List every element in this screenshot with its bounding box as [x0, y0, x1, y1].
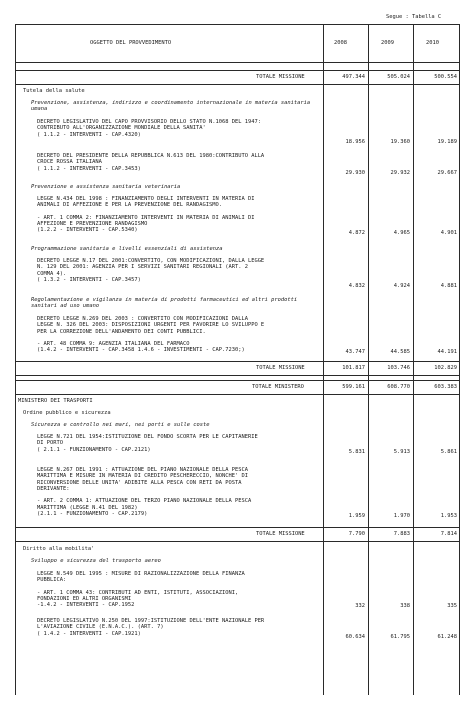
entry-value-2010: 4.881 [440, 283, 457, 289]
entry-value-2010: 335 [447, 603, 457, 609]
col-rule-2008 [323, 24, 324, 695]
entry-value-2009: 44.585 [390, 349, 410, 355]
header-bottom-rule [15, 62, 459, 63]
total-value-2008: 599.161 [342, 384, 365, 390]
program-title: Sviluppo e sicurezza del trasporto aereo [31, 558, 161, 564]
entry-value-2009: 29.932 [390, 170, 410, 176]
table-top-rule [15, 24, 459, 25]
entry-value-2008: 29.930 [345, 170, 365, 176]
continuation-label: Segue : Tabella C [386, 14, 442, 20]
table-right-rule [459, 24, 460, 695]
entry-text: DECRETO DEL PRESIDENTE DELLA REPUBBLICA N.613 DEL 1980:CONTRIBUTO ALLA CROCE ROSSA ITALIANA ( 1.1.2 - INTERVENTI - CAP.3453) [37, 153, 265, 172]
entry-text: LEGGE N.549 DEL 1995 : MISURE DI RAZIONALIZZAZIONE DELLA FINANZA PUBBLICA: - ART. 1 COMMA 43: CONTRIBUTI AD ENTI, ISTITUTI, ASSOCIAZIONI, FONDAZIONI ED ALTRI ORGANISMI -1.4.2 - INTERVENTI - CAP.1952 [37, 571, 245, 609]
entry-text: LEGGE N.434 DEL 1998 : FINANZIAMENTO DEGLI INTERVENTI IN MATERIA DI ANIMALI DI AFFEZIONE E PER LA PREVENZIONE DEL RANDAGISMO. - ART. 1 COMMA 2: FINANZIAMENTO INTERVENTI IN MATERIA DI ANIMALI DI AFFEZIONE E PREVENZIONE RANDAGISMO (1.2.2 - INTERVENTI - CAP.5340) [37, 196, 255, 234]
entry-value-2010: 61.248 [437, 634, 457, 640]
column-header-2009: 2009 [381, 40, 394, 46]
total-value-2010: 603.383 [434, 384, 457, 390]
mission-title: Ordine pubblico e sicurezza [23, 410, 111, 416]
mission-title: Tutela della salute [23, 88, 85, 94]
total-label: TOTALE MINISTERO [252, 384, 304, 390]
program-title: Regolamentazione e vigilanza in materia di prodotti farmaceutici ed altri prodotti sanitari ad uso umano [31, 297, 298, 310]
total-rule [15, 380, 459, 381]
entry-value-2009: 1.970 [393, 513, 410, 519]
total-rule [15, 375, 459, 376]
entry-value-2010: 5.861 [440, 449, 457, 455]
total-label: TOTALE MISSIONE [256, 74, 305, 80]
table-left-rule [15, 24, 16, 695]
entry-value-2009: 19.360 [390, 139, 410, 145]
program-title: Prevenzione e assistenza sanitaria veterinaria [31, 184, 181, 190]
total-value-2009: 7.883 [393, 531, 410, 537]
total-rule [15, 361, 459, 362]
entry-text: DECRETO LEGISLATIVO DEL CAPO PROVVISORIO DELLO STATO N.1068 DEL 1947: CONTRIBUTO ALL'ORGANIZZAZIONE MONDIALE DELLA SANITA' ( 1.1.2 - INTERVENTI - CAP.4320) [37, 119, 261, 138]
total-rule [15, 527, 459, 528]
entry-value-2008: 4.832 [348, 283, 365, 289]
total-value-2009: 608.770 [387, 384, 410, 390]
entry-value-2010: 29.667 [437, 170, 457, 176]
entry-value-2009: 4.924 [393, 283, 410, 289]
total-value-2009: 505.024 [387, 74, 410, 80]
program-title: Programmazione sanitaria e livelli essenziali di assistenza [31, 246, 223, 252]
entry-value-2008: 60.634 [345, 634, 365, 640]
entry-value-2008: 1.959 [348, 513, 365, 519]
entry-text: LEGGE N.721 DEL 1954:ISTITUZIONE DEL FONDO SCORTA PER LE CAPITANERIE DI PORTO ( 2.1.1 - FUNZIONAMENTO - CAP.2121) [37, 434, 258, 453]
total-value-2010: 500.554 [434, 74, 457, 80]
entry-text: DECRETO LEGGE N.17 DEL 2001:CONVERTITO, CON MODIFICAZIONI, DALLA LEGGE N. 129 DEL 2001: AGENZIA PER I SERVIZI SANITARI REGIONALI (ART. 2 COMMA 4). ( 1.3.2 - INTERVENTI - CAP.3457) [37, 258, 265, 283]
entry-text: DECRETO LEGISLATIVO N.250 DEL 1997:ISTITUZIONE DELL'ENTE NAZIONALE PER L'AVIAZIONE CIVILE (E.N.A.C.). (ART. 7) ( 1.4.2 - INTERVENTI - CAP.1921) [37, 618, 265, 637]
entry-value-2008: 332 [355, 603, 365, 609]
total-label: TOTALE MISSIONE [256, 365, 305, 371]
total-value-2010: 7.814 [440, 531, 457, 537]
entry-value-2009: 5.913 [393, 449, 410, 455]
entry-value-2010: 19.189 [437, 139, 457, 145]
entry-text: DECRETO LEGGE N.269 DEL 2003 : CONVERTITO CON MODIFICAZIONI DALLA LEGGE N. 326 DEL 2003: DISPOSIZIONI URGENTI PER FAVORIRE LO SVILUPPO E PER LA CORREZIONE DELL'ANDAMENTO DEI CONTI PUBBLICI. - ART. 48 COMMA 9: AGENZIA ITALIANA DEL FARMACO (1.4.2 - INTERVENTI - CAP.3458 1.4.6 - INVESTIMENTI - CAP.7230;) [37, 316, 265, 354]
total-value-2008: 7.790 [348, 531, 365, 537]
total-rule [15, 394, 459, 395]
total-value-2008: 497.344 [342, 74, 365, 80]
total-value-2008: 101.817 [342, 365, 365, 371]
column-header-2008: 2008 [334, 40, 347, 46]
ministry-title: MINISTERO DEI TRASPORTI [18, 398, 93, 404]
column-header-object: OGGETTO DEL PROVVEDIMENTO [90, 40, 172, 46]
entry-value-2008: 5.831 [348, 449, 365, 455]
total-label: TOTALE MISSIONE [256, 531, 305, 537]
entry-value-2008: 4.872 [348, 230, 365, 236]
total-value-2010: 102.829 [434, 365, 457, 371]
entry-value-2009: 338 [400, 603, 410, 609]
mission-title: Diritto alla mobilita' [23, 546, 95, 552]
entry-value-2010: 44.191 [437, 349, 457, 355]
entry-value-2010: 1.953 [440, 513, 457, 519]
entry-value-2008: 18.956 [345, 139, 365, 145]
column-header-2010: 2010 [426, 40, 439, 46]
entry-value-2010: 4.901 [440, 230, 457, 236]
total-rule [15, 84, 459, 85]
entry-value-2009: 61.795 [390, 634, 410, 640]
entry-value-2009: 4.965 [393, 230, 410, 236]
entry-value-2008: 43.747 [345, 349, 365, 355]
entry-text: LEGGE N.267 DEL 1991 : ATTUAZIONE DEL PIANO NAZIONALE DELLA PESCA MARITTIMA E MISURE IN MATERIA DI CREDITO PESCHERECCIO, NONCHE' DI RICONVERSIONE DELLE UNITA' ADIBITE ALLA PESCA CON RETI DA POSTA DERIVANTE: - ART. 2 COMMA 1: ATTUAZIONE DEL TERZO PIANO NAZIONALE DELLA PESCA MARITTIMA (LEGGE N.41 DEL 1982) (2.1.1 - FUNZIONAMENTO - CAP.2179) [37, 467, 252, 518]
program-title: Sicurezza e controllo nei mari, nei porti e sulle coste [31, 422, 210, 428]
program-title: Prevenzione, assistenza, indirizzo e coordinamento internazionale in materia sanitaria umana [31, 100, 311, 113]
col-rule-2009 [368, 24, 369, 695]
total-value-2009: 103.746 [387, 365, 410, 371]
total-rule [15, 70, 459, 71]
total-rule [15, 541, 459, 542]
col-rule-2010 [413, 24, 414, 695]
